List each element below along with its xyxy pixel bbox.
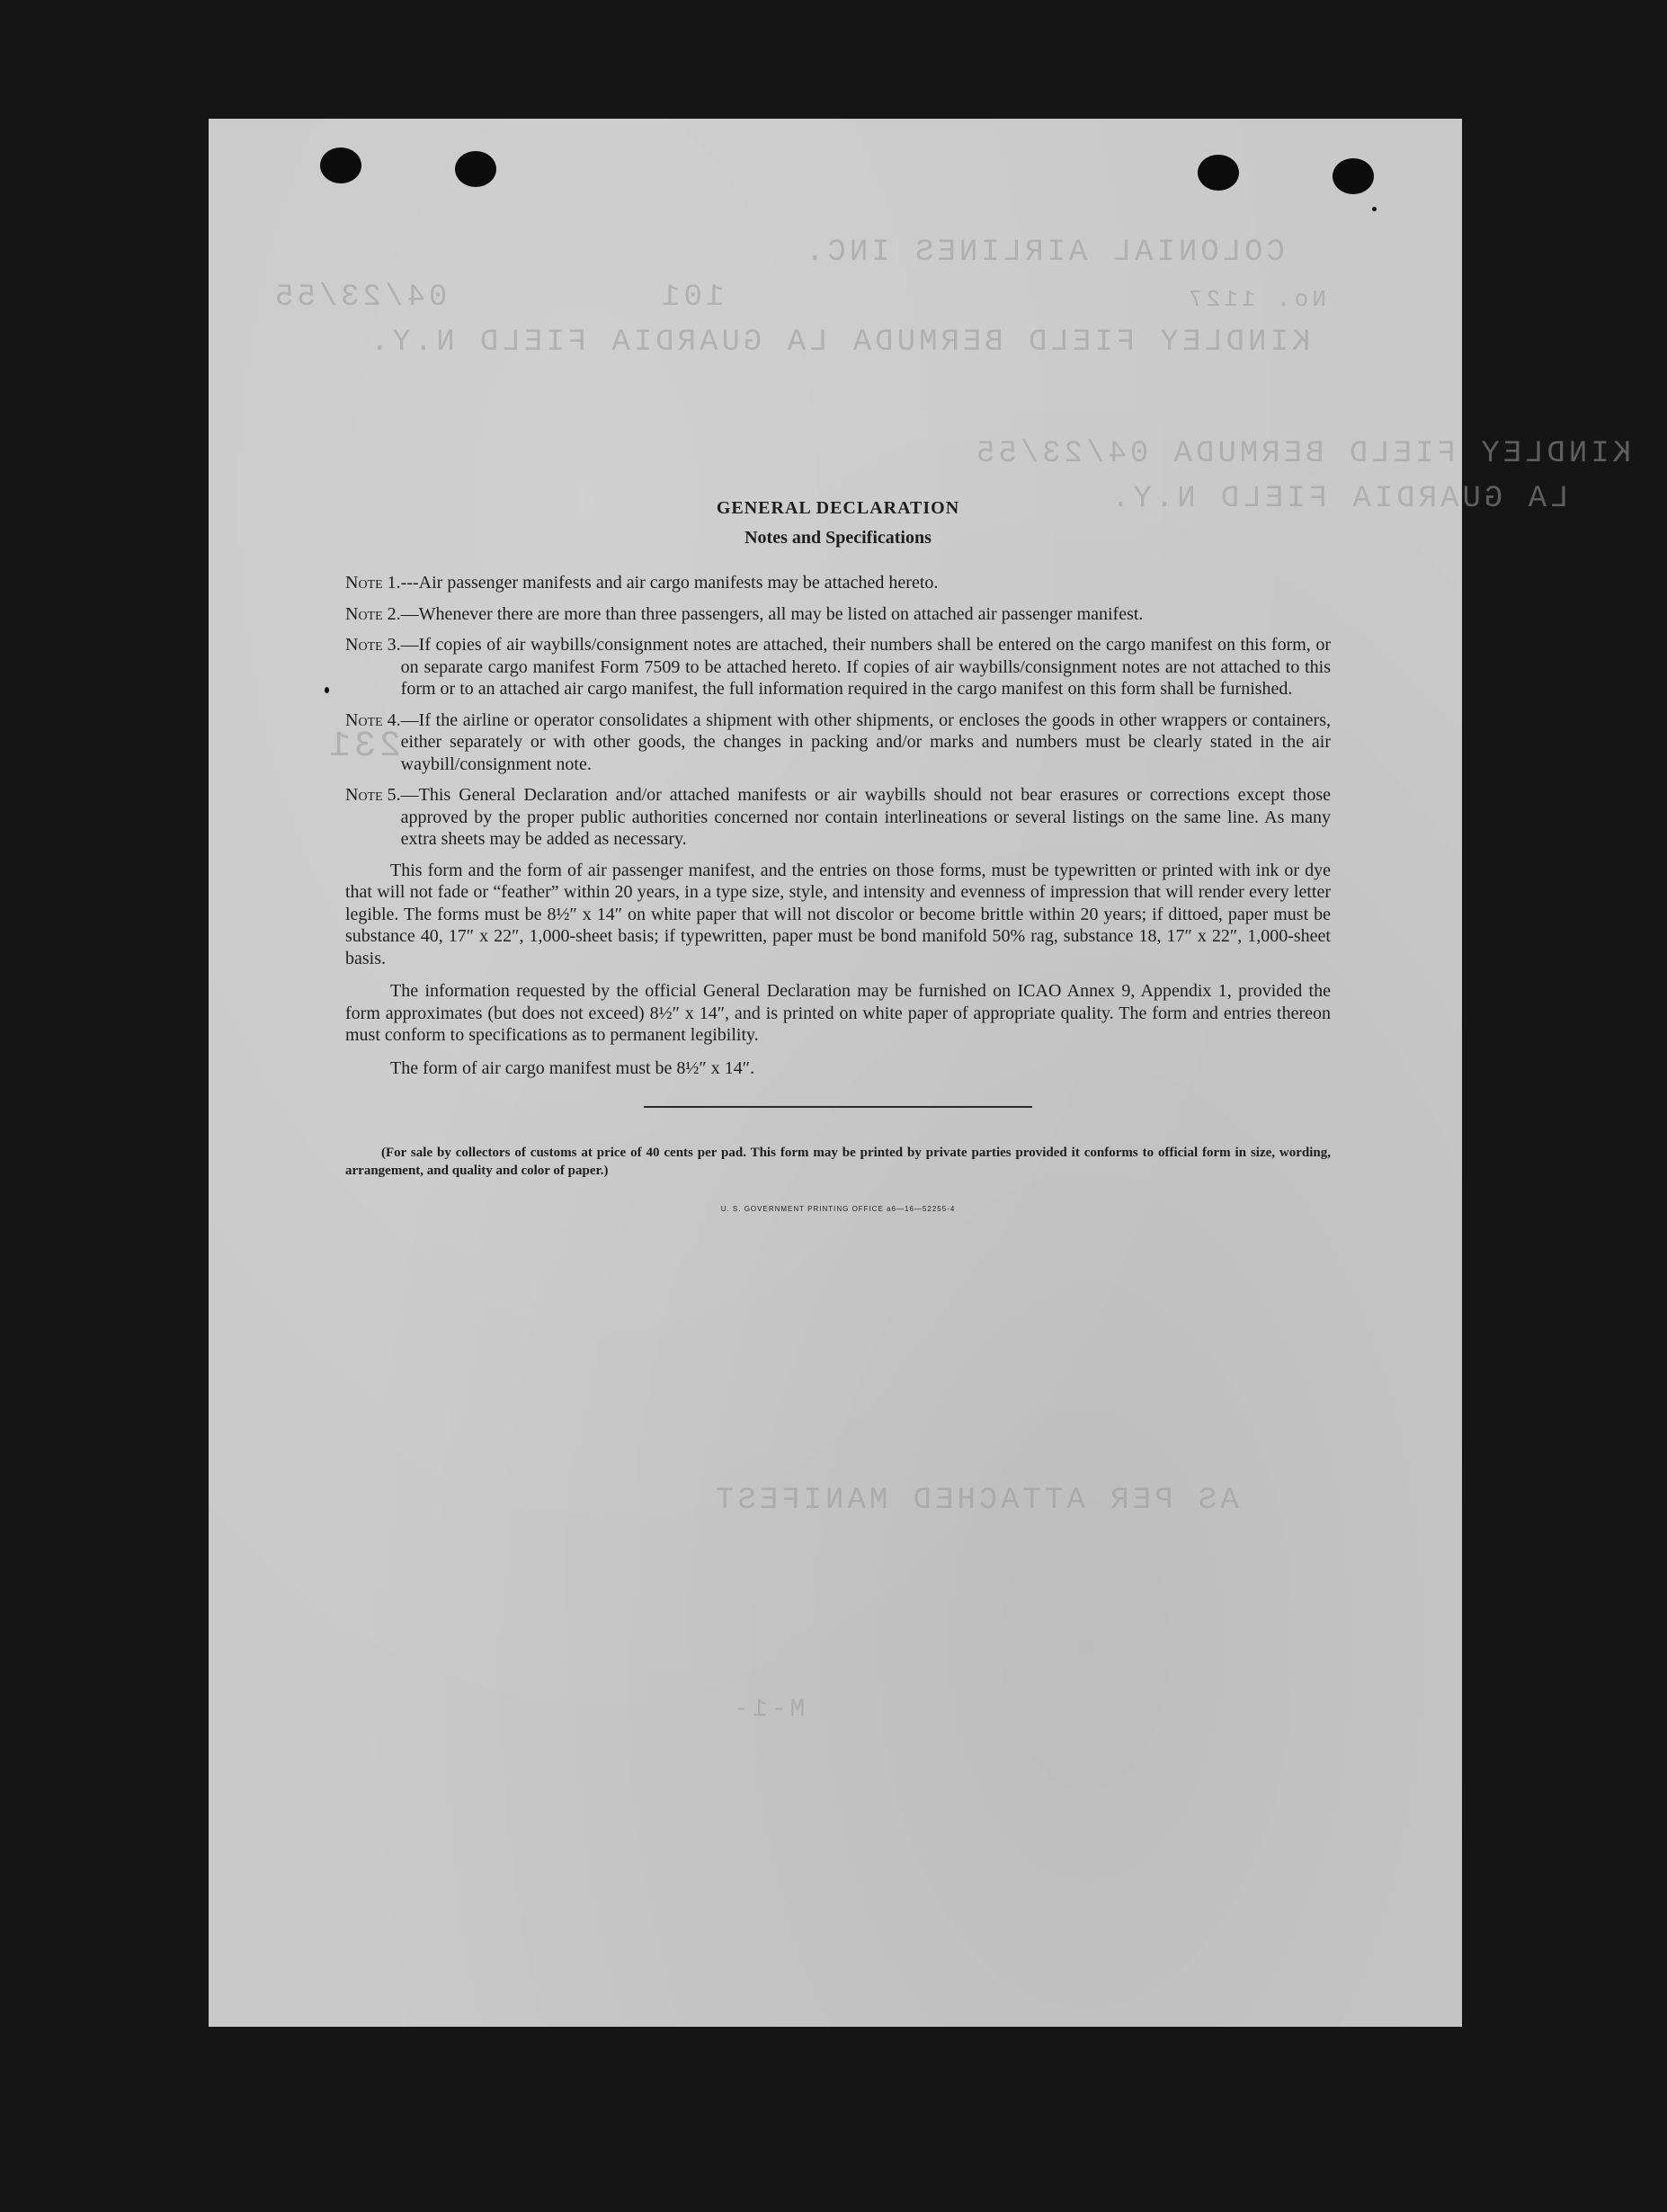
bleed-through-departure: KINDLEY FIELD BERMUDA 04/23/55 xyxy=(973,437,1632,471)
note-2 xyxy=(345,603,1331,626)
bleed-through-route: KINDLEY FIELD BERMUDA LA GUARDIA FIELD N.Y. xyxy=(367,326,1311,360)
note-5 xyxy=(345,784,1331,851)
page-subtitle: Notes and Specifications xyxy=(744,528,932,548)
note-label: Note 3. xyxy=(345,635,401,655)
bleed-through-stamp-number: 231 xyxy=(325,727,402,767)
punch-hole xyxy=(1198,155,1239,191)
page-title: GENERAL DECLARATION xyxy=(716,498,960,518)
ink-speck xyxy=(1372,207,1377,211)
bleed-through-serial: No. 1127 xyxy=(1185,286,1326,313)
bleed-through-cargo: AS PER ATTACHED MANIFEST xyxy=(712,1484,1239,1518)
general-declaration-notes xyxy=(345,498,1331,1213)
ink-speck xyxy=(325,687,329,693)
bleed-through-airline: COLONIAL AIRLINES INC. xyxy=(802,236,1285,270)
note-3 xyxy=(345,634,1331,700)
note-label: Note 4. xyxy=(345,709,401,730)
note-text: —If copies of air waybills/consignment notes are attached, their numbers shall be entered on the cargo manifest on this form, or on separate cargo manifest Form 7509 to be attached hereto. If copies of air waybills/consignment notes are not attached to this form or to an attached air cargo manifest, the full information required in the cargo manifest on this form shall be furnished. xyxy=(400,635,1331,699)
note-4 xyxy=(345,709,1331,776)
paragraph-icao-annex: The information requested by the official General Declaration may be furnished on ICAO Annex 9, Appendix 1, provided the form approximates (but does not exceed) 8½″ x 14″, and is printed on white paper of appropriate quality. The form and entries thereon must conform to specifications as to permanent legibility. xyxy=(345,981,1331,1045)
note-label: Note 1. xyxy=(345,573,401,593)
sale-notice: (For sale by collectors of customs at price of 40 cents per pad. This form may be printed by private parties provided it conforms to official form in size, wording, arrangement, and quality and color of paper.) xyxy=(345,1146,1331,1178)
bleed-through-flight-no: 101 xyxy=(658,281,725,315)
note-text: ---Air passenger manifests and air cargo manifests may be attached hereto. xyxy=(400,573,939,593)
bleed-through-date: 04/23/55 xyxy=(272,281,448,315)
bleed-through-arrival: LA GUARDIA FIELD N.Y. xyxy=(1108,482,1569,516)
note-text: —Whenever there are more than three passengers, all may be listed on attached air passenger manifest. xyxy=(400,603,1144,624)
divider xyxy=(644,1106,1032,1108)
printer-imprint: U. S. GOVERNMENT PRINTING OFFICE a6—16—52255-4 xyxy=(720,1205,956,1213)
note-1 xyxy=(345,572,1331,594)
note-text: —If the airline or operator consolidates a shipment with other shipments, or encloses the goods in other wrappers or containers, either separately or with other goods, the changes in packing and/or marks and numbers must be clearly stated in the air waybill/consignment note. xyxy=(400,709,1331,774)
punch-hole xyxy=(1333,158,1374,194)
note-label: Note 5. xyxy=(345,785,401,805)
paragraph-cargo-manifest-size: The form of air cargo manifest must be 8½″ x 14″. xyxy=(390,1057,755,1078)
note-text: —This General Declaration and/or attached manifests or air waybills should not bear erasures or corrections except those approved by the proper public authorities concerned nor contain interlineations or several listings on the same line. As many extra sheets may be added as necessary. xyxy=(400,785,1331,849)
note-label: Note 2. xyxy=(345,603,401,624)
punch-hole xyxy=(455,151,496,187)
paragraph-form-specifications: This form and the form of air passenger manifest, and the entries on those forms, must be typewritten or printed with ink or dye that will not fade or “feather” within 20 years, in a type size, style, and intensity and evenness of impression that will render every letter legible. The forms must be 8½″ x 14″ on white paper that will not discolor or become brittle within 20 years; if dittoed, paper must be substance 40, 17″ x 22″, 1,000-sheet basis; if typewritten, paper must be bond manifold 50% rag, substance 18, 17″ x 22″, 1,000-sheet basis. xyxy=(345,860,1331,968)
punch-hole xyxy=(320,147,361,183)
bleed-through-page-mark: M-1- xyxy=(730,1696,806,1724)
